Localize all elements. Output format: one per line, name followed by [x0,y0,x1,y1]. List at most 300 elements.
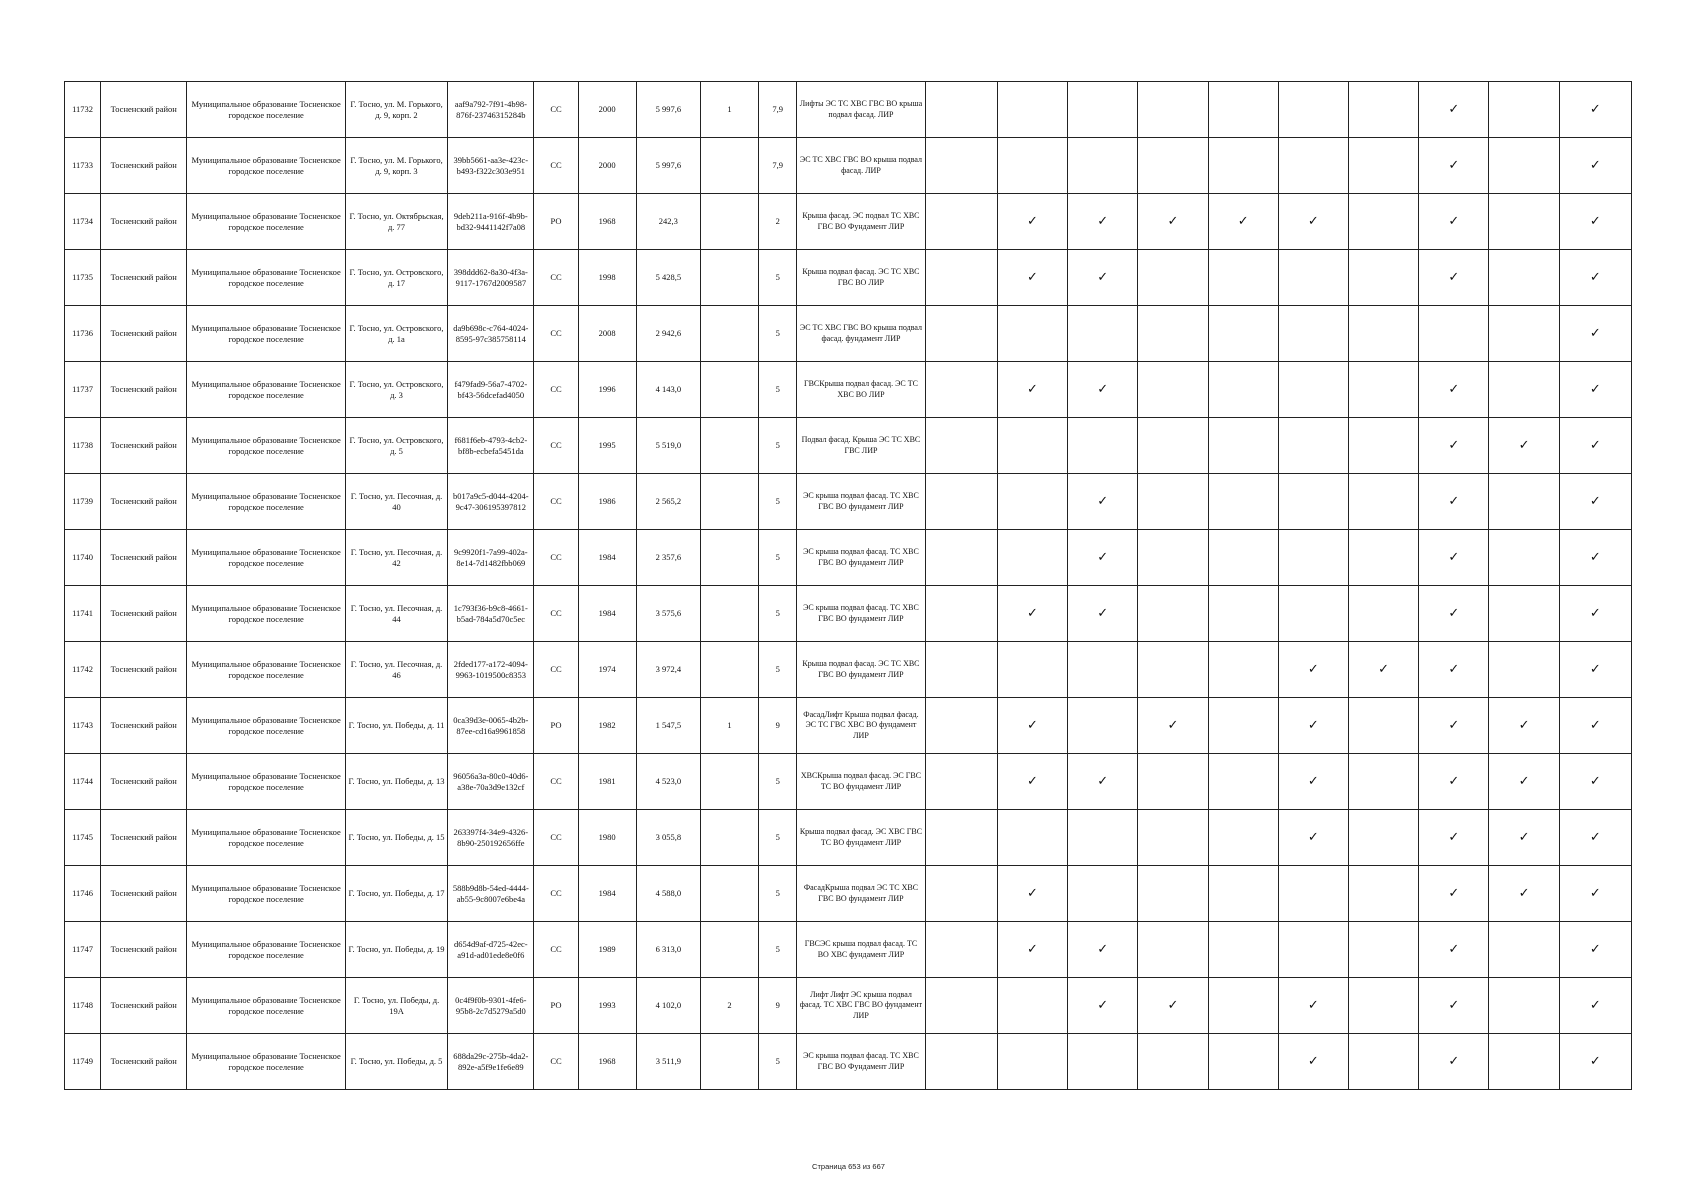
table-row [65,474,1632,530]
empty-check-cell [925,810,997,866]
empty-check-cell [1208,306,1278,362]
empty-check-cell [1208,82,1278,138]
check-mark-cell: ✓ [1068,474,1138,530]
address-cell: Г. Тосно, ул. Песочная, д. 42 [345,530,447,586]
table-row [65,866,1632,922]
floors-cell: 2 [759,194,797,250]
guid-cell: d654d9af-d725-42ec-a91d-ad01ede8e0f6 [448,922,534,978]
guid-cell: aaf9a792-7f91-4b98-876f-23746315284b [448,82,534,138]
guid-cell: 0ca39d3e-0065-4b2b-87ee-cd16a9961858 [448,698,534,754]
empty-check-cell [1489,978,1559,1034]
check-mark-cell: ✓ [997,586,1067,642]
empty-check-cell [997,474,1067,530]
check-mark-cell: ✓ [1489,754,1559,810]
district-cell: Тосненский район [101,978,187,1034]
area-cell: 5 428,5 [636,250,700,306]
floors-cell: 5 [759,362,797,418]
fund-form-cell: СС [534,418,578,474]
works-cell: ФасадКрыша подвал ЭС ТС ХВС ГВС ВО фундамент ЛИР [797,866,925,922]
guid-cell: 9deb211a-916f-4b9b-bd32-9441142f7a08 [448,194,534,250]
lifts-cell: 1 [700,82,758,138]
table-row [65,1034,1632,1090]
district-cell: Тосненский район [101,642,187,698]
fund-form-cell: РО [534,978,578,1034]
empty-check-cell [925,642,997,698]
check-mark-cell: ✓ [1419,82,1489,138]
empty-check-cell [1068,82,1138,138]
empty-check-cell [1138,138,1208,194]
check-mark-cell: ✓ [1278,642,1348,698]
floors-cell: 5 [759,866,797,922]
empty-check-cell [1208,530,1278,586]
empty-check-cell [1138,642,1208,698]
check-mark-cell: ✓ [1419,754,1489,810]
check-mark-cell: ✓ [1559,866,1631,922]
empty-check-cell [1278,138,1348,194]
floors-cell: 5 [759,754,797,810]
empty-check-cell [1278,474,1348,530]
district-cell: Тосненский район [101,362,187,418]
guid-cell: f681f6eb-4793-4cb2-bf8b-ecbefa5451da [448,418,534,474]
municipality-cell: Муниципальное образование Тосненское городское поселение [187,530,346,586]
check-mark-cell: ✓ [1419,866,1489,922]
row-number-cell: 11738 [65,418,101,474]
district-cell: Тосненский район [101,418,187,474]
empty-check-cell [1278,866,1348,922]
empty-check-cell [1278,530,1348,586]
empty-check-cell [925,922,997,978]
lifts-cell: 2 [700,978,758,1034]
guid-cell: 688da29c-275b-4da2-892e-a5f9e1fe6e89 [448,1034,534,1090]
check-mark-cell: ✓ [997,362,1067,418]
empty-check-cell [1278,922,1348,978]
check-mark-cell: ✓ [1419,586,1489,642]
table-row [65,978,1632,1034]
check-mark-cell: ✓ [997,698,1067,754]
works-cell: ЭС ТС ХВС ГВС ВО крыша подвал фасад. фундамент ЛИР [797,306,925,362]
check-mark-cell: ✓ [1419,194,1489,250]
guid-cell: b017a9c5-d044-4204-9c47-306195397812 [448,474,534,530]
municipality-cell: Муниципальное образование Тосненское городское поселение [187,1034,346,1090]
lifts-cell [700,810,758,866]
empty-check-cell [1348,810,1418,866]
empty-check-cell [997,138,1067,194]
table-row [65,810,1632,866]
check-mark-cell: ✓ [1419,418,1489,474]
lifts-cell [700,1034,758,1090]
works-cell: Крыша фасад. ЭС подвал ТС ХВС ГВС ВО Фундамент ЛИР [797,194,925,250]
fund-form-cell: СС [534,754,578,810]
empty-check-cell [1348,418,1418,474]
table-body [65,82,1632,1090]
table-row [65,642,1632,698]
municipality-cell: Муниципальное образование Тосненское городское поселение [187,82,346,138]
empty-check-cell [1138,810,1208,866]
floors-cell: 9 [759,698,797,754]
district-cell: Тосненский район [101,82,187,138]
empty-check-cell [1208,642,1278,698]
row-number-cell: 11737 [65,362,101,418]
fund-form-cell: СС [534,810,578,866]
table-row [65,586,1632,642]
row-number-cell: 11748 [65,978,101,1034]
municipality-cell: Муниципальное образование Тосненское городское поселение [187,810,346,866]
guid-cell: 2fded177-a172-4094-9963-1019500c8353 [448,642,534,698]
empty-check-cell [1138,418,1208,474]
empty-check-cell [1138,754,1208,810]
fund-form-cell: СС [534,642,578,698]
check-mark-cell: ✓ [1419,1034,1489,1090]
empty-check-cell [925,418,997,474]
floors-cell: 7,9 [759,82,797,138]
fund-form-cell: РО [534,698,578,754]
district-cell: Тосненский район [101,866,187,922]
check-mark-cell: ✓ [1419,138,1489,194]
fund-form-cell: СС [534,586,578,642]
check-mark-cell: ✓ [1559,418,1631,474]
municipality-cell: Муниципальное образование Тосненское городское поселение [187,922,346,978]
registry-table [64,81,1632,1090]
fund-form-cell: РО [534,194,578,250]
fund-form-cell: СС [534,922,578,978]
empty-check-cell [925,978,997,1034]
empty-check-cell [1068,866,1138,922]
empty-check-cell [1348,82,1418,138]
fund-form-cell: СС [534,866,578,922]
municipality-cell: Муниципальное образование Тосненское городское поселение [187,866,346,922]
empty-check-cell [1489,138,1559,194]
empty-check-cell [1208,362,1278,418]
check-mark-cell: ✓ [1559,530,1631,586]
empty-check-cell [997,978,1067,1034]
check-mark-cell: ✓ [1208,194,1278,250]
empty-check-cell [997,418,1067,474]
municipality-cell: Муниципальное образование Тосненское городское поселение [187,362,346,418]
empty-check-cell [1208,250,1278,306]
area-cell: 5 519,0 [636,418,700,474]
check-mark-cell: ✓ [997,250,1067,306]
municipality-cell: Муниципальное образование Тосненское городское поселение [187,306,346,362]
year-cell: 1993 [578,978,636,1034]
district-cell: Тосненский район [101,586,187,642]
floors-cell: 5 [759,586,797,642]
lifts-cell [700,922,758,978]
empty-check-cell [1068,698,1138,754]
empty-check-cell [1489,194,1559,250]
fund-form-cell: СС [534,306,578,362]
empty-check-cell [997,810,1067,866]
empty-check-cell [997,642,1067,698]
check-mark-cell: ✓ [1489,698,1559,754]
empty-check-cell [1348,586,1418,642]
empty-check-cell [925,866,997,922]
check-mark-cell: ✓ [1278,1034,1348,1090]
empty-check-cell [1348,362,1418,418]
check-mark-cell: ✓ [1138,978,1208,1034]
empty-check-cell [1348,138,1418,194]
check-mark-cell: ✓ [1559,1034,1631,1090]
check-mark-cell: ✓ [1278,754,1348,810]
works-cell: Подвал фасад. Крыша ЭС ТС ХВС ГВС ЛИР [797,418,925,474]
year-cell: 1996 [578,362,636,418]
lifts-cell [700,754,758,810]
empty-check-cell [1348,250,1418,306]
guid-cell: 398ddd62-8a30-4f3a-9117-1767d2009587 [448,250,534,306]
empty-check-cell [925,1034,997,1090]
district-cell: Тосненский район [101,250,187,306]
empty-check-cell [1138,530,1208,586]
fund-form-cell: СС [534,82,578,138]
lifts-cell [700,530,758,586]
lifts-cell [700,362,758,418]
row-number-cell: 11747 [65,922,101,978]
guid-cell: da9b698c-c764-4024-8595-97c385758114 [448,306,534,362]
empty-check-cell [925,754,997,810]
area-cell: 6 313,0 [636,922,700,978]
empty-check-cell [1348,306,1418,362]
check-mark-cell: ✓ [1419,530,1489,586]
check-mark-cell: ✓ [1559,698,1631,754]
year-cell: 1984 [578,530,636,586]
works-cell: Лифт Лифт ЭС крыша подвал фасад. ТС ХВС ГВС ВО фундамент ЛИР [797,978,925,1034]
check-mark-cell: ✓ [1559,138,1631,194]
empty-check-cell [1489,82,1559,138]
empty-check-cell [1068,810,1138,866]
row-number-cell: 11740 [65,530,101,586]
check-mark-cell: ✓ [1348,642,1418,698]
empty-check-cell [1348,922,1418,978]
empty-check-cell [1138,362,1208,418]
empty-check-cell [1138,306,1208,362]
area-cell: 2 942,6 [636,306,700,362]
address-cell: Г. Тосно, ул. Песочная, д. 40 [345,474,447,530]
check-mark-cell: ✓ [997,922,1067,978]
check-mark-cell: ✓ [1559,362,1631,418]
year-cell: 1981 [578,754,636,810]
table-row [65,362,1632,418]
empty-check-cell [1348,866,1418,922]
row-number-cell: 11742 [65,642,101,698]
address-cell: Г. Тосно, ул. Островского, д. 5 [345,418,447,474]
lifts-cell [700,642,758,698]
address-cell: Г. Тосно, ул. Песочная, д. 44 [345,586,447,642]
year-cell: 1986 [578,474,636,530]
table-row [65,82,1632,138]
area-cell: 4 523,0 [636,754,700,810]
floors-cell: 9 [759,978,797,1034]
empty-check-cell [1489,586,1559,642]
fund-form-cell: СС [534,138,578,194]
row-number-cell: 11744 [65,754,101,810]
year-cell: 1998 [578,250,636,306]
check-mark-cell: ✓ [1559,586,1631,642]
floors-cell: 5 [759,530,797,586]
row-number-cell: 11734 [65,194,101,250]
empty-check-cell [1489,530,1559,586]
works-cell: Крыша подвал фасад. ЭС ТС ХВС ГВС ВО ЛИР [797,250,925,306]
row-number-cell: 11739 [65,474,101,530]
empty-check-cell [925,250,997,306]
empty-check-cell [1348,474,1418,530]
area-cell: 3 055,8 [636,810,700,866]
fund-form-cell: СС [534,362,578,418]
year-cell: 1974 [578,642,636,698]
guid-cell: 96056a3a-80c0-40d6-a38e-70a3d9e132cf [448,754,534,810]
area-cell: 5 997,6 [636,138,700,194]
district-cell: Тосненский район [101,194,187,250]
check-mark-cell: ✓ [1138,194,1208,250]
check-mark-cell: ✓ [1489,866,1559,922]
empty-check-cell [1208,922,1278,978]
empty-check-cell [1489,250,1559,306]
empty-check-cell [1068,306,1138,362]
check-mark-cell: ✓ [1559,194,1631,250]
empty-check-cell [1208,754,1278,810]
address-cell: Г. Тосно, ул. Островского, д. 17 [345,250,447,306]
year-cell: 1989 [578,922,636,978]
row-number-cell: 11743 [65,698,101,754]
check-mark-cell: ✓ [1559,922,1631,978]
check-mark-cell: ✓ [1419,698,1489,754]
check-mark-cell: ✓ [1068,978,1138,1034]
empty-check-cell [1068,1034,1138,1090]
area-cell: 3 575,6 [636,586,700,642]
lifts-cell [700,194,758,250]
empty-check-cell [1348,530,1418,586]
empty-check-cell [1138,1034,1208,1090]
lifts-cell [700,418,758,474]
works-cell: ХВСКрыша подвал фасад. ЭС ГВС ТС ВО фундамент ЛИР [797,754,925,810]
empty-check-cell [1208,138,1278,194]
check-mark-cell: ✓ [1068,586,1138,642]
municipality-cell: Муниципальное образование Тосненское городское поселение [187,138,346,194]
lifts-cell [700,586,758,642]
check-mark-cell: ✓ [1559,474,1631,530]
works-cell: ЭС крыша подвал фасад. ТС ХВС ГВС ВО Фундамент ЛИР [797,1034,925,1090]
check-mark-cell: ✓ [1068,754,1138,810]
address-cell: Г. Тосно, ул. Победы, д. 5 [345,1034,447,1090]
district-cell: Тосненский район [101,474,187,530]
works-cell: Лифты ЭС ТС ХВС ГВС ВО крыша подвал фасад. ЛИР [797,82,925,138]
address-cell: Г. Тосно, ул. Победы, д. 15 [345,810,447,866]
empty-check-cell [1278,586,1348,642]
works-cell: Крыша подвал фасад. ЭС ХВС ГВС ТС ВО фундамент ЛИР [797,810,925,866]
row-number-cell: 11732 [65,82,101,138]
row-number-cell: 11735 [65,250,101,306]
check-mark-cell: ✓ [1559,642,1631,698]
empty-check-cell [925,194,997,250]
check-mark-cell: ✓ [997,194,1067,250]
table-row [65,138,1632,194]
lifts-cell [700,250,758,306]
guid-cell: 9c9920f1-7a99-402a-8e14-7d1482fbb069 [448,530,534,586]
lifts-cell [700,138,758,194]
district-cell: Тосненский район [101,1034,187,1090]
table-row [65,530,1632,586]
floors-cell: 5 [759,1034,797,1090]
fund-form-cell: СС [534,250,578,306]
check-mark-cell: ✓ [1419,810,1489,866]
empty-check-cell [997,1034,1067,1090]
empty-check-cell [925,362,997,418]
works-cell: ЭС крыша подвал фасад. ТС ХВС ГВС ВО фундамент ЛИР [797,530,925,586]
empty-check-cell [997,306,1067,362]
check-mark-cell: ✓ [1419,250,1489,306]
fund-form-cell: СС [534,530,578,586]
guid-cell: 39bb5661-aa3e-423c-b493-f322c303e951 [448,138,534,194]
check-mark-cell: ✓ [1489,810,1559,866]
empty-check-cell [1348,698,1418,754]
empty-check-cell [925,474,997,530]
year-cell: 1984 [578,586,636,642]
year-cell: 1995 [578,418,636,474]
empty-check-cell [925,82,997,138]
empty-check-cell [1348,978,1418,1034]
district-cell: Тосненский район [101,698,187,754]
district-cell: Тосненский район [101,138,187,194]
address-cell: Г. Тосно, ул. Песочная, д. 46 [345,642,447,698]
check-mark-cell: ✓ [1278,810,1348,866]
works-cell: ГВСЭС крыша подвал фасад. ТС ВО ХВС фундамент ЛИР [797,922,925,978]
area-cell: 242,3 [636,194,700,250]
floors-cell: 5 [759,250,797,306]
check-mark-cell: ✓ [1068,194,1138,250]
lifts-cell [700,474,758,530]
table-row [65,250,1632,306]
empty-check-cell [1068,642,1138,698]
empty-check-cell [1138,474,1208,530]
empty-check-cell [1348,194,1418,250]
empty-check-cell [1138,922,1208,978]
guid-cell: f479fad9-56a7-4702-bf43-56dcefad4050 [448,362,534,418]
empty-check-cell [997,530,1067,586]
address-cell: Г. Тосно, ул. Октябрьская, д. 77 [345,194,447,250]
municipality-cell: Муниципальное образование Тосненское городское поселение [187,978,346,1034]
table-row [65,754,1632,810]
row-number-cell: 11745 [65,810,101,866]
address-cell: Г. Тосно, ул. М. Горького, д. 9, корп. 3 [345,138,447,194]
check-mark-cell: ✓ [1559,754,1631,810]
check-mark-cell: ✓ [1419,474,1489,530]
year-cell: 1980 [578,810,636,866]
empty-check-cell [1489,922,1559,978]
empty-check-cell [1068,418,1138,474]
empty-check-cell [1138,250,1208,306]
check-mark-cell: ✓ [1068,922,1138,978]
empty-check-cell [1208,866,1278,922]
floors-cell: 5 [759,306,797,362]
table-row [65,698,1632,754]
empty-check-cell [1208,1034,1278,1090]
year-cell: 1982 [578,698,636,754]
empty-check-cell [1348,754,1418,810]
municipality-cell: Муниципальное образование Тосненское городское поселение [187,194,346,250]
municipality-cell: Муниципальное образование Тосненское городское поселение [187,474,346,530]
year-cell: 2000 [578,138,636,194]
empty-check-cell [1138,82,1208,138]
lifts-cell [700,866,758,922]
fund-form-cell: СС [534,1034,578,1090]
address-cell: Г. Тосно, ул. Победы, д. 17 [345,866,447,922]
district-cell: Тосненский район [101,754,187,810]
year-cell: 1968 [578,1034,636,1090]
check-mark-cell: ✓ [1419,922,1489,978]
address-cell: Г. Тосно, ул. Островского, д. 1а [345,306,447,362]
check-mark-cell: ✓ [1068,530,1138,586]
check-mark-cell: ✓ [1278,698,1348,754]
check-mark-cell: ✓ [1278,978,1348,1034]
check-mark-cell: ✓ [1419,362,1489,418]
